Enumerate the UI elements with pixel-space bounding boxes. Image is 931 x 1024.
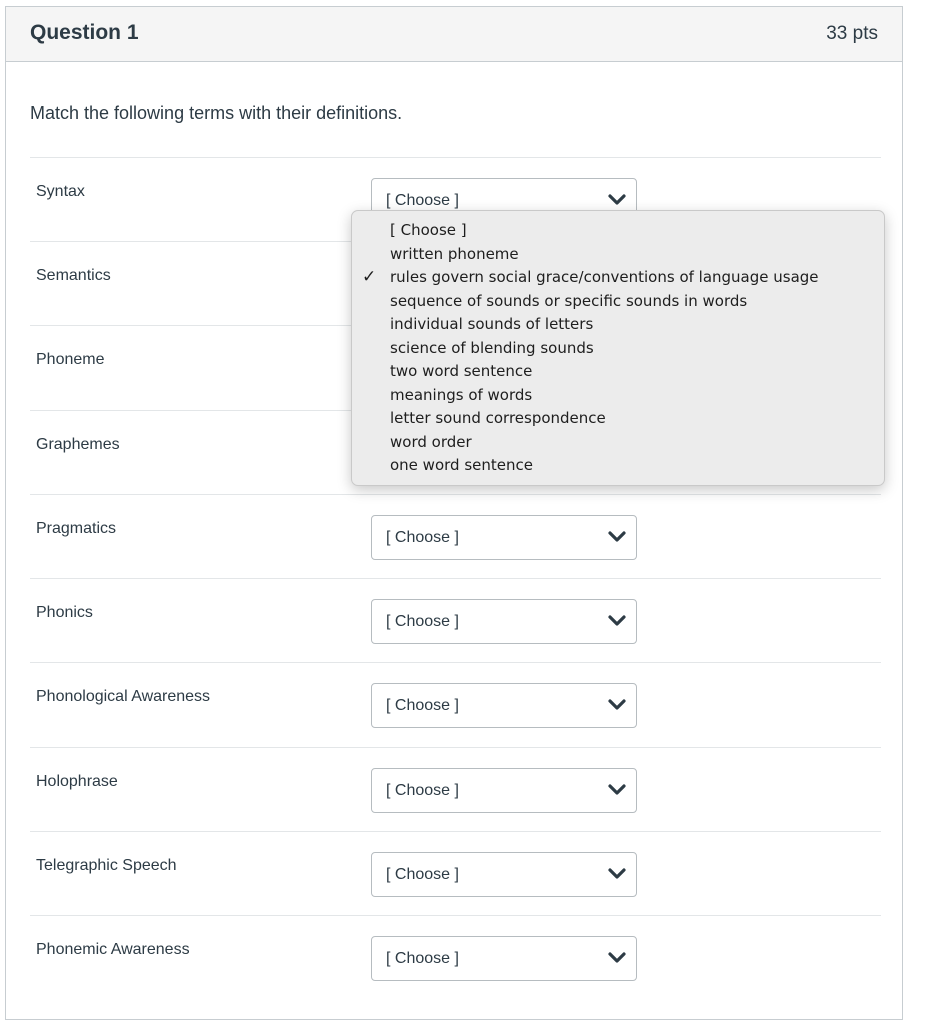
option-label: individual sounds of letters <box>390 315 594 333</box>
term-label: Semantics <box>36 267 111 284</box>
option-label: letter sound correspondence <box>390 409 606 427</box>
option-label: rules govern social grace/conventions of language usage <box>390 268 819 286</box>
match-row-holophrase <box>30 747 881 831</box>
definition-select[interactable] <box>371 936 637 981</box>
question-card <box>5 6 903 1020</box>
definition-select[interactable] <box>371 599 637 644</box>
term-label: Phoneme <box>36 351 105 368</box>
select-value: [ Choose ] <box>386 782 459 799</box>
question-prompt: Match the following terms with their definitions. <box>30 103 403 123</box>
term-label: Telegraphic Speech <box>36 857 177 874</box>
option-label: meanings of words <box>390 385 533 404</box>
definition-select[interactable] <box>371 852 637 897</box>
dropdown-option[interactable] <box>390 243 519 267</box>
select-value: [ Choose ] <box>386 866 459 883</box>
dropdown-option[interactable] <box>390 290 747 314</box>
chevron-down-icon <box>608 867 626 881</box>
question-points: 33 pts <box>826 23 878 44</box>
term-label: Syntax <box>36 183 85 200</box>
match-row-phonics <box>30 578 881 662</box>
match-row-phonological-awareness <box>30 662 881 747</box>
definition-select[interactable] <box>371 515 637 560</box>
dropdown-option[interactable] <box>390 407 606 431</box>
option-label: sequence of sounds or specific sounds in words <box>390 291 748 310</box>
term-label: Phonological Awareness <box>36 688 211 705</box>
chevron-down-icon <box>608 614 626 628</box>
term-label: Holophrase <box>36 773 118 790</box>
term-label: Pragmatics <box>36 520 117 537</box>
dropdown-option[interactable] <box>390 431 472 455</box>
chevron-down-icon <box>608 193 626 207</box>
definition-select[interactable] <box>371 768 637 813</box>
question-title: Question 1 <box>30 21 139 44</box>
chevron-down-icon <box>608 783 626 797</box>
checkmark-icon: ✓ <box>362 267 377 287</box>
dropdown-option[interactable] <box>390 360 532 384</box>
option-label: two word sentence <box>390 362 533 380</box>
dropdown-option[interactable] <box>390 313 593 337</box>
select-value: [ Choose ] <box>386 529 459 546</box>
term-label: Phonics <box>36 604 93 621</box>
dropdown-option-checked[interactable] <box>362 266 819 290</box>
dropdown-option[interactable] <box>390 337 594 361</box>
option-label: science of blending sounds <box>390 338 594 357</box>
chevron-down-icon <box>608 698 626 712</box>
term-label: Graphemes <box>36 436 120 453</box>
dropdown-option[interactable] <box>390 384 532 408</box>
select-value: [ Choose ] <box>386 950 459 967</box>
definition-select[interactable] <box>371 683 637 728</box>
select-value: [ Choose ] <box>386 613 459 630</box>
question-header <box>6 7 902 62</box>
match-row-pragmatics <box>30 494 881 578</box>
select-value: [ Choose ] <box>386 192 459 209</box>
chevron-down-icon <box>608 530 626 544</box>
option-label: [ Choose ] <box>390 221 467 239</box>
select-dropdown-menu <box>351 210 885 486</box>
match-row-telegraphic-speech <box>30 831 881 915</box>
option-label: one word sentence <box>390 456 533 474</box>
select-value: [ Choose ] <box>386 697 459 714</box>
chevron-down-icon <box>608 951 626 965</box>
option-label: word order <box>390 432 472 451</box>
dropdown-option[interactable] <box>390 219 467 243</box>
dropdown-option[interactable] <box>390 454 533 478</box>
match-row-phonemic-awareness <box>30 915 881 999</box>
option-label: written phoneme <box>390 244 519 263</box>
term-label: Phonemic Awareness <box>36 941 190 958</box>
